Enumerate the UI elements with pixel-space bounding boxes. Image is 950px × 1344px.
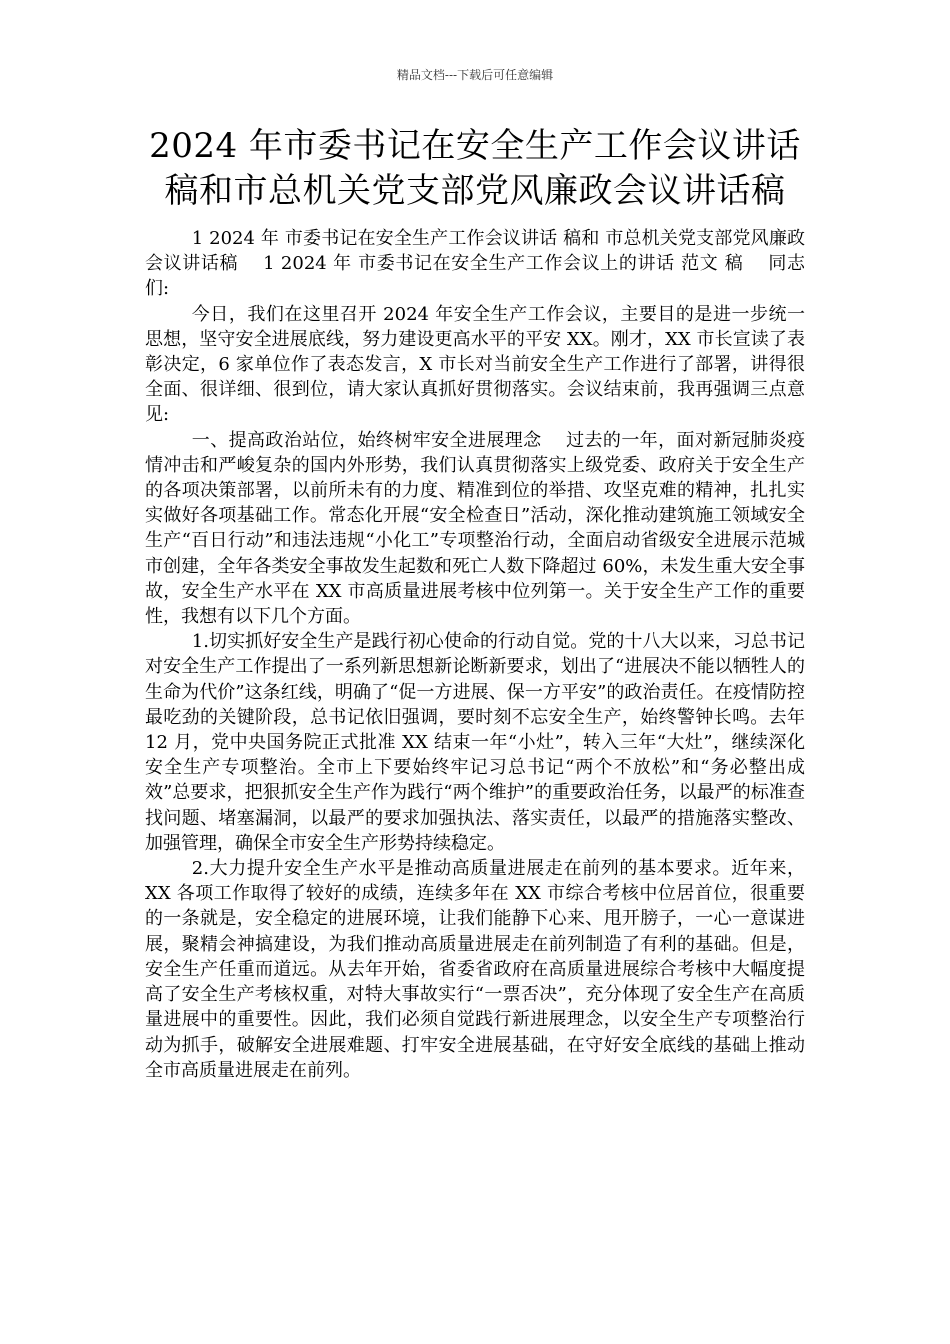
paragraph-opening: 今日，我们在这里召开 2024 年安全生产工作会议，主要目的是进一步统一思想，坚守安全进展底线，努力建设更高水平的平安 XX。刚才，XX 市长宣读了表彰决定，6 家单位作了表态发言，X 市长对当前安全生产工作进行了部署，讲得很全面、很详细、很到位，请大家认真抓好贯彻落实。会议结束前，我再强调三点意见:	[145, 303, 805, 426]
paragraph-section-1: 一、提高政治站位，始终树牢安全进展理念 过去的一年，面对新冠肺炎疫情冲击和严峻复杂的国内外形势，我们认真贯彻落实上级党委、政府关于安全生产的各项决策部署，以前所未有的力度、精准到位的举措、攻坚克难的精神，扎扎实实做好各项基础工作。常态化开展“安全检查日”活动，深化推动建筑施工领域安全生产“百日行动”和违法违规“小化工”专项整治行动，全面启动省级安全进展示范城市创建，全年各类安全事故发生起数和死亡人数下降超过 60%，未发生重大安全事故，安全生产水平在 XX 市高质量进展考核中位列第一。关于安全生产工作的重要性，我想有以下几个方面。	[145, 429, 805, 628]
document-title-line-1: 2024 年市委书记在安全生产工作会议讲话	[149, 126, 801, 166]
paragraph-intro: 1 2024 年 市委书记在安全生产工作会议讲话 稿和 市总机关党支部党风廉政会议讲话稿 1 2024 年 市委书记在安全生产工作会议上的讲话 范文 稿 同志们:	[145, 228, 805, 300]
paragraph-point-1: 1.切实抓好安全生产是践行初心使命的行动自觉。党的十八大以来，习总书记对安全生产工作提出了一系列新思想新论断新要求，划出了“进展决不能以牺牲人的生命为代价”这条红线，明确了“促一方进展、保一方平安”的政治责任。在疫情防控最吃劲的关键阶段，总书记依旧强调，要时刻不忘安全生产，始终警钟长鸣。去年 12 月，党中央国务院正式批准 XX 结束一年“小灶”，转入三年“大灶”，继续深化安全生产专项整治。全市上下要始终牢记习总书记“两个不放松”和“务必整出成效”总要求，把狠抓安全生产作为践行“两个维护”的重要政治任务，以最严的标准查找问题、堵塞漏洞，以最严的要求加强执法、落实责任，以最严的措施落实整改、加强管理，确保全市安全生产形势持续稳定。	[145, 631, 805, 854]
header-note: 精品文档---下载后可任意编辑	[396, 68, 554, 82]
document-title	[145, 124, 805, 214]
paragraph-point-2: 2.大力提升安全生产水平是推动高质量进展走在前列的基本要求。近年来，XX 各项工作取得了较好的成绩，连续多年在 XX 市综合考核中位居首位，很重要的一条就是，安全稳定的进展环境，让我们能静下心来、甩开膀子，一心一意谋进展，聚精会神搞建设，为我们推动高质量进展走在前列制造了有利的基础。但是，安全生产任重而道远。从去年开始，省委省政府在高质量进展综合考核中大幅度提高了安全生产考核权重，对特大事故实行“一票否决”，充分体现了安全生产在高质量进展中的重要性。因此，我们必须自觉践行新进展理念，以安全生产专项整治行动为抓手，破解安全进展难题、打牢安全进展基础，在守好安全底线的基础上推动全市高质量进展走在前列。	[145, 858, 805, 1081]
document-body	[145, 226, 805, 1083]
document-title-line-2: 稿和市总机关党支部党风廉政会议讲话稿	[164, 171, 786, 211]
